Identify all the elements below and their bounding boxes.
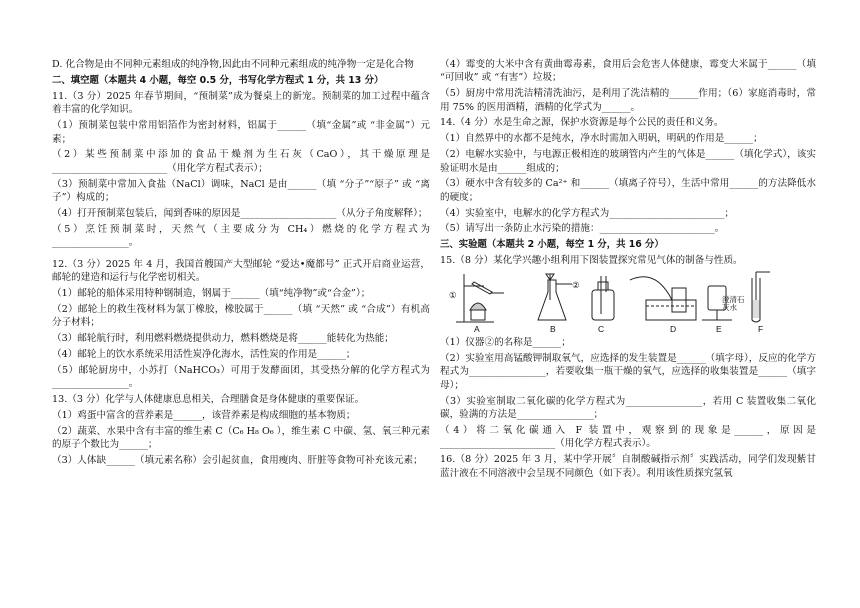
question-line: （3）邮轮航行时，利用燃料燃烧提供动力，燃料燃烧是将______能转化为热能；	[52, 333, 394, 345]
label-d: D	[670, 324, 677, 335]
right-column-top	[440, 58, 816, 268]
question-line: （2）实验室用高锰酸钾制取氧气，应选择的发生装置是______（填字母），反应的化学方程式为________________，若要收集一瓶干燥的氧气，应选择的收集装置是______（填字母）；	[440, 352, 816, 391]
question-line: （3）预制菜中常加入食盐（NaCl）调味，NaCl 是由______（填 “分子”“原子” 或 “离子”）构成的；	[52, 178, 430, 204]
question-line: （5）邮轮厨房中，小苏打（NaHCO₃）可用于发酵面团，其受热分解的化学方程式为________________。	[52, 364, 430, 390]
question-line: （5）烹饪预制菜时，天然气（主要成分为 CH₄）燃烧的化学方程式为________________。	[52, 223, 430, 249]
question-line: 15.（8 分）某化学兴趣小组利用下图装置探究常见气体的制备与性质。	[440, 255, 743, 267]
question-line: D. 化合物是由不同种元素组成的纯净物,因此由不同种元素组成的纯净物一定是化合物	[52, 59, 414, 70]
question-line: （2）邮轮上的救生筏材料为氯丁橡胶，橡胶属于______（填 “天然” 或 “合成”）有机高分子材料；	[52, 304, 430, 329]
question-line: （1）预制菜包装中常用铝箔作为密封材料，铝属于______（填“金属”或 “非金属”）元素；	[52, 120, 430, 145]
question-line: （3）实验室制取二氧化碳的化学方程式为________________，若用 C 装置收集二氧化碳，验满的方法是________________；	[440, 395, 816, 421]
label-f: F	[758, 324, 764, 335]
question-line: 11.（3 分）2025 年春节期间，“预制菜”成为餐桌上的新宠。预制菜的加工过程中蕴含着丰富的化学知识。	[52, 90, 430, 116]
section-heading: 二、填空题（本题共 4 小题，每空 0.5 分，书写化学方程式 1 分，共 13 分）	[52, 74, 384, 86]
question-line: （1）仪器②的名称是______；	[440, 337, 571, 349]
question-line: （2）某些预制菜中添加的食品干燥剂为生石灰（CaO），其干燥原理是________________________（用化学方程式表示）；	[52, 149, 430, 174]
question-line: （2）蔬菜、水果中含有丰富的维生素 C（C₆ H₈ O₆ ），维生素 C 中碳、氢、氧三种元素的原子个数比为______；	[52, 425, 430, 451]
question-line: （4）打开预制菜包装后，闻到香味的原因是____________________（从分子角度解释）；	[52, 207, 428, 219]
right-column-bottom	[440, 336, 816, 480]
question-line: （1）邮轮的船体采用特种钢制造，钢属于______（填“纯净物”或“合金”）；	[52, 288, 371, 300]
section-heading: 三、实验题（本题共 2 小题，每空 1 分，共 16 分）	[440, 239, 664, 251]
question-line: （4）邮轮上的饮水系统采用活性炭净化海水，活性炭的作用是______；	[52, 349, 356, 361]
limewater-label: 澄清石灰水	[722, 295, 745, 313]
question-line: （1）自然界中的水都不是纯水，净水时需加入明矾，明矾的作用是______；	[440, 133, 763, 145]
left-column	[52, 58, 430, 470]
circle-label-1: ①	[449, 290, 457, 301]
question-line: （4）将二氧化碳通入 F 装置中，观察到的现象是______，原因是________________________（用化学方程式表示）。	[440, 424, 816, 450]
question-line: 13.（3 分）化学与人体健康息息相关，合理膳食是身体健康的重要保证。	[52, 394, 365, 406]
question-line: （3）人体缺______（填元素名称）会引起贫血，食用瘦肉、肝脏等食物可补充该元素；	[52, 454, 423, 466]
question-line: 14.（4 分）水是生命之源，保护水资源是每个公民的责任和义务。	[440, 117, 724, 129]
question-line: （5）厨房中常用洗洁精清洗油污，是利用了洗洁精的______作用；（6）家庭消毒时，常用 75% 的医用酒精，酒精的化学式为______。	[440, 88, 816, 113]
apparatus-figure	[440, 270, 816, 334]
question-line: （4）霉变的大米中含有黄曲霉毒素，食用后会危害人体健康，霉变大米属于______（填 “可回收” 或 “有害”）垃圾；	[440, 59, 816, 84]
question-line: （3）硬水中含有较多的 Ca²⁺ 和______（填离子符号），生活中常用______的方法降低水的硬度；	[440, 178, 816, 203]
question-line: （5）请写出一条防止水污染的措施：________________________。	[440, 223, 725, 235]
right-column	[440, 58, 816, 482]
question-line: （2）电解水实验中，与电源正极相连的玻璃管内产生的气体是______（填化学式），该实验证明水是由______组成的；	[440, 149, 816, 174]
question-line: 12.（3 分）2025 年 4 月，我国首艘国产大型邮轮 “爱达•魔都号” 正式开启商业运营，邮轮的建造和运行与化学密切相关。	[52, 258, 430, 284]
label-b: B	[550, 324, 556, 335]
question-line: （4）实验室中，电解水的化学方程式为________________________；	[440, 207, 734, 219]
label-a: A	[474, 324, 480, 335]
question-line: 16.（8 分）2025 年 3 月，某中学开展〞自制酸碱指示剂〞实践活动，同学们发现紫甘蓝汁液在不同溶液中会呈现不同颜色（如下表）。利用该性质探究氢氧	[440, 454, 816, 479]
circle-label-2: ②	[572, 280, 580, 291]
label-e: E	[716, 324, 722, 335]
question-line: （1）鸡蛋中富含的营养素是______，该营养素是构成细胞的基本物质；	[52, 409, 356, 421]
label-c: C	[598, 324, 605, 335]
